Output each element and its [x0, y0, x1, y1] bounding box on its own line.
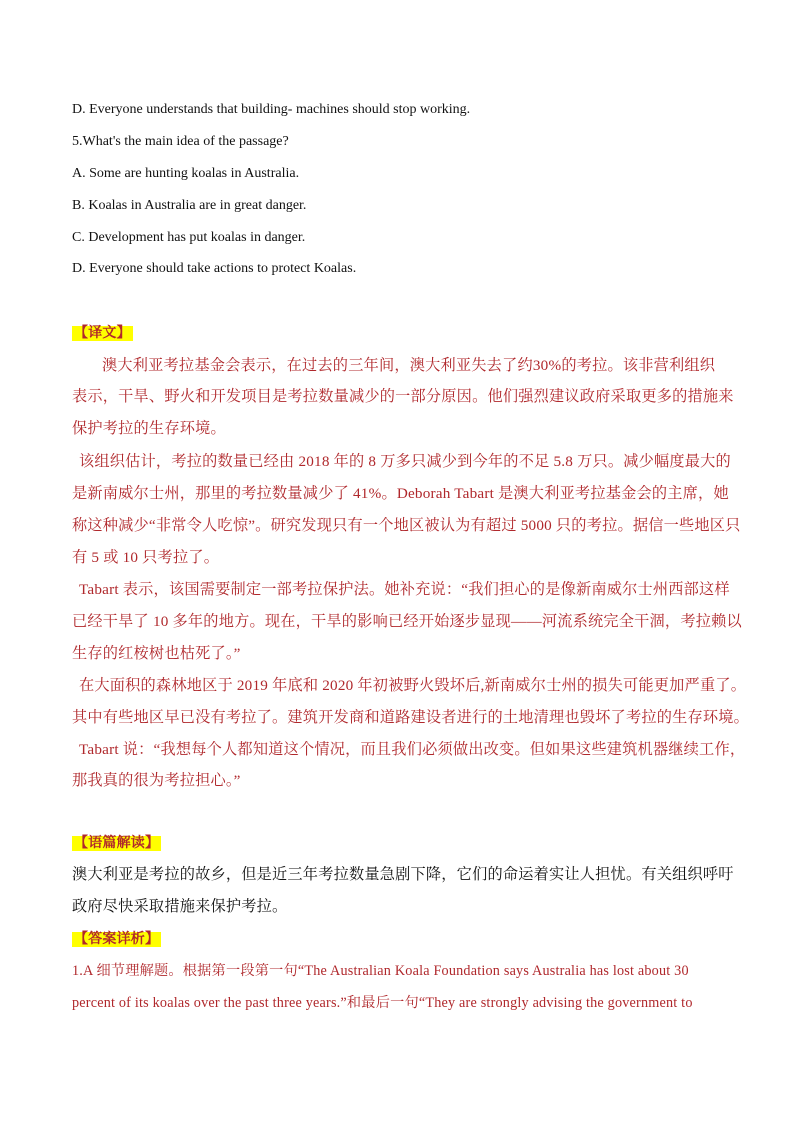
passage-analysis-line2: 政府尽快采取措施来保护考拉。: [72, 898, 288, 915]
translation-p1-line1: 澳大利亚考拉基金会表示，在过去的三年间，澳大利亚失去了约30%的考拉。该非营利组织: [102, 357, 716, 374]
translation-p2-line4: 有 5 或 10 只考拉了。: [72, 549, 220, 566]
translation-heading-label: 【译文】: [74, 326, 131, 341]
translation-p1-line3: 保护考拉的生存环境。: [72, 420, 226, 437]
q4-option-d: D. Everyone understands that building- machines should stop working.: [72, 102, 471, 117]
translation-p4-line2: 其中有些地区早已没有考拉了。建筑开发商和道路建设者进行的土地清理也毁坏了考拉的生存环境。: [72, 709, 750, 726]
translation-p3-line2: 已经干旱了 10 多年的地方。现在，干旱的影响已经开始逐步显现——河流系统完全干涸，考拉赖以: [72, 613, 742, 630]
passage-analysis-heading: [72, 832, 161, 855]
q5-option-c: C. Development has put koalas in danger.: [72, 230, 306, 245]
translation-p2-line1: 该组织估计，考拉的数量已经由 2018 年的 8 万多只减少到今年的不足 5.8 万只。减少幅度最大的: [79, 453, 731, 470]
q5-stem: 5.What's the main idea of the passage?: [72, 134, 289, 149]
translation-p2-line2: 是新南威尔士州，那里的考拉数量减少了 41%。Deborah Tabart 是澳大利亚考拉基金会的主席，她: [72, 485, 729, 502]
translation-p2-line3: 称这种减少“非常令人吃惊”。研究发现只有一个地区被认为有超过 5000 只的考拉。据信一些地区只: [72, 517, 741, 534]
translation-p4-line1: 在大面积的森林地区于 2019 年底和 2020 年初被野火毁坏后,新南威尔士州的损失可能更加严重了。: [79, 677, 747, 694]
answer-analysis-line1: 1.A 细节理解题。根据第一段第一句“The Australian Koala Foundation says Australia has lost about 30: [72, 963, 689, 979]
q5-option-a: A. Some are hunting koalas in Australia.: [72, 166, 300, 181]
answer-analysis-heading-label: 【答案详析】: [74, 932, 160, 947]
q5-option-b: B. Koalas in Australia are in great danger.: [72, 198, 307, 213]
translation-p1-line2: 表示，干旱、野火和开发项目是考拉数量减少的一部分原因。他们强烈建议政府采取更多的措施来: [72, 388, 734, 405]
translation-p3-line3: 生存的红桉树也枯死了。”: [72, 645, 241, 662]
answer-analysis-heading: [72, 928, 161, 951]
translation-p5-line2: 那我真的很为考拉担心。”: [72, 772, 241, 789]
answer-analysis-line2: percent of its koalas over the past three years.”和最后一句“They are strongly advising the government to: [72, 995, 693, 1011]
passage-analysis-line1: 澳大利亚是考拉的故乡，但是近三年考拉数量急剧下降，它们的命运着实让人担忧。有关组织呼吁: [72, 866, 734, 883]
q5-option-d: D. Everyone should take actions to protect Koalas.: [72, 261, 357, 276]
translation-p5-line1: Tabart 说：“我想每个人都知道这个情况，而且我们必须做出改变。但如果这些建筑机器继续工作，: [79, 741, 746, 758]
translation-heading: [72, 322, 133, 345]
passage-analysis-heading-label: 【语篇解读】: [74, 836, 160, 851]
translation-p3-line1: Tabart 表示，该国需要制定一部考拉保护法。她补充说：“我们担心的是像新南威尔士州西部这样: [79, 581, 730, 598]
